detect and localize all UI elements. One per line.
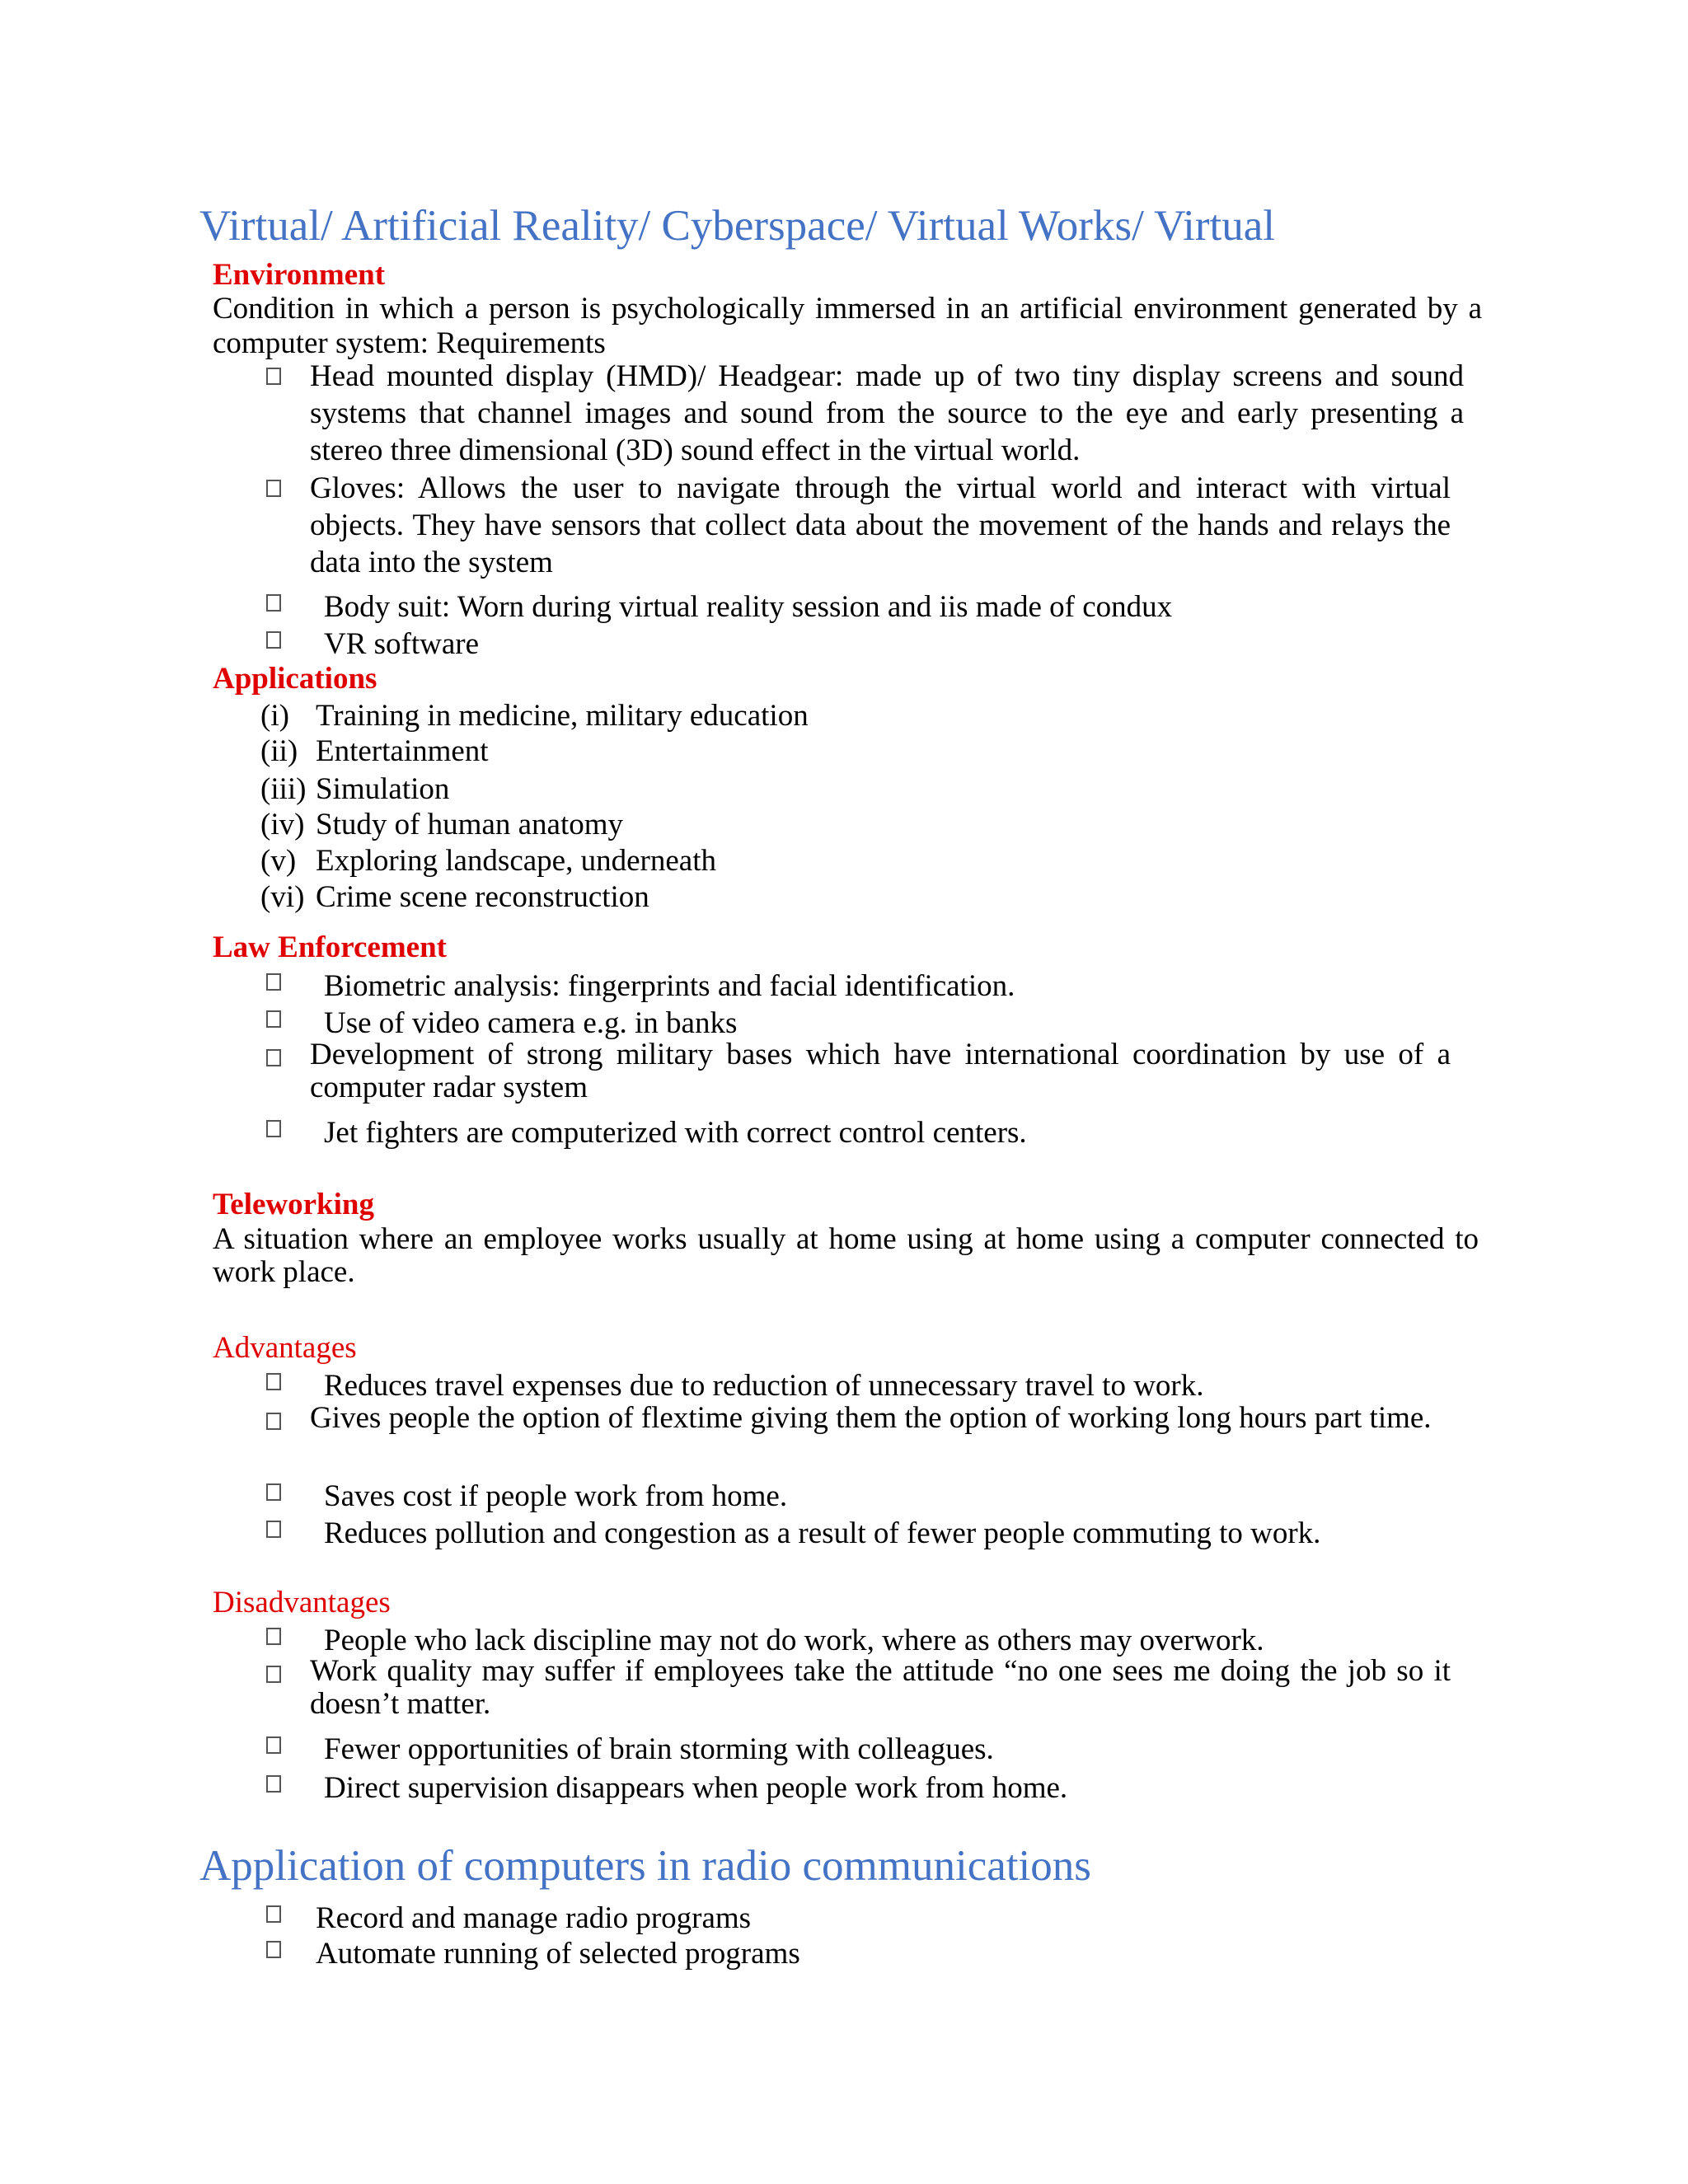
list-item: Record and manage radio programs [316,1901,752,1935]
checkbox-icon [266,480,281,497]
list-item: Work quality may suffer if employees take the attitude “no one sees me doing the job so it doesn’t matter. [310,1654,1451,1721]
checkbox-icon [266,1905,281,1923]
section-title-disadvantages: Disadvantages [213,1586,391,1619]
list-item: Reduces pollution and congestion as a result of fewer people commuting to work. [324,1516,1321,1550]
list-item: Head mounted display (HMD)/ Headgear: made up of two tiny display screens and sound systems that channel images and sound from the source to the eye and early presenting a stereo three dimensional (3D) sound effect in the virtual world. [310,359,1464,467]
list-number: (i) [260,699,289,733]
list-item: People who lack discipline may not do work, where as others may overwork. [324,1624,1264,1657]
list-item: Jet fighters are computerized with correct control centers. [324,1116,1027,1150]
list-item: Saves cost if people work from home. [324,1479,788,1513]
section-title-environment: Environment [213,258,386,292]
checkbox-icon [266,1628,281,1645]
list-number: (iii) [260,772,307,806]
list-item: Study of human anatomy [316,808,624,841]
list-item: Crime scene reconstruction [316,880,649,914]
checkbox-icon [266,1666,281,1683]
section-title-advantages: Advantages [213,1331,357,1365]
section-title-applications: Applications [213,662,377,696]
checkbox-icon [266,1521,281,1538]
checkbox-icon [266,1413,281,1430]
heading-radio-communications: Application of computers in radio communications [199,1842,1091,1890]
list-number: (iv) [260,808,305,841]
checkbox-icon [266,1775,281,1793]
list-item: Simulation [316,772,450,806]
list-item: Direct supervision disappears when people work from home. [324,1771,1068,1805]
list-number: (v) [260,844,297,878]
list-item: Body suit: Worn during virtual reality session and iis made of condux [324,590,1173,624]
list-number: (ii) [260,734,298,768]
list-item: VR software [324,627,480,661]
checkbox-icon [266,1049,281,1066]
list-item: Exploring landscape, underneath [316,844,716,878]
checkbox-icon [266,1120,281,1137]
checkbox-icon [266,1373,281,1390]
list-item: Gives people the option of flextime giving them the option of working long hours part time. [310,1401,1432,1435]
checkbox-icon [266,973,281,991]
checkbox-icon [266,368,281,385]
heading-virtual-reality: Virtual/ Artificial Reality/ Cyberspace/ Virtual Works/ Virtual [199,202,1276,250]
list-item: Automate running of selected programs [316,1937,800,1971]
list-number: (vi) [260,880,305,914]
checkbox-icon [266,594,281,612]
checkbox-icon [266,1483,281,1501]
teleworking-definition: A situation where an employee works usually at home using at home using a computer connected to work place. [213,1222,1479,1289]
list-item: Biometric analysis: fingerprints and facial identification. [324,969,1015,1003]
list-item: Use of video camera e.g. in banks [324,1006,738,1040]
checkbox-icon [266,631,281,649]
list-item: Development of strong military bases which have international coordination by use of a computer radar system [310,1038,1451,1104]
checkbox-icon [266,1941,281,1958]
list-item: Fewer opportunities of brain storming with colleagues. [324,1732,994,1766]
section-title-teleworking: Teleworking [213,1188,374,1221]
list-item: Training in medicine, military education [316,699,809,733]
list-item: Entertainment [316,734,489,768]
checkbox-icon [266,1010,281,1028]
list-item: Reduces travel expenses due to reduction of unnecessary travel to work. [324,1369,1204,1403]
list-item: Gloves: Allows the user to navigate through the virtual world and interact with virtual objects. They have sensors that collect data about the movement of the hands and relays the data into the system [310,471,1451,579]
checkbox-icon [266,1736,281,1754]
environment-definition: Condition in which a person is psychologically immersed in an artificial environment generated by a computer system: Requirements [213,292,1482,360]
section-title-law-enforcement: Law Enforcement [213,930,447,964]
